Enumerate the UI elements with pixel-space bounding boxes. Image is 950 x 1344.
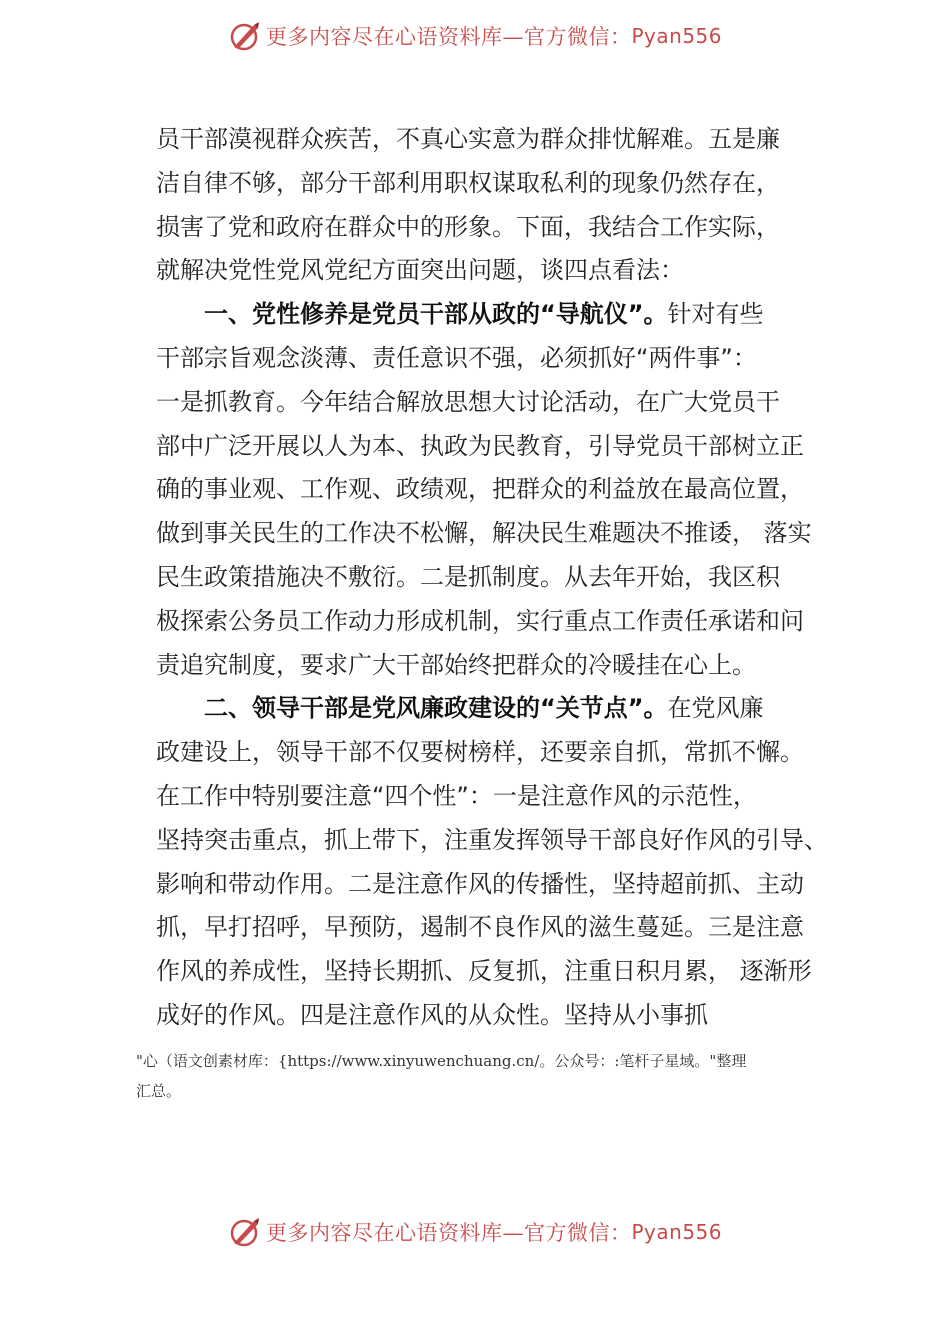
watermark-handle: Pyan556 (631, 24, 722, 48)
body-line: 政建设上，领导干部不仅要树榜样，还要亲自抓，常抓不懈。 (156, 738, 804, 767)
body-line: 确的事业观、工作观、政绩观，把群众的利益放在最高位置， (156, 475, 804, 504)
section-heading-line (156, 687, 836, 731)
section-heading-1: 一、党性修养是党员干部从政的“导航仪”。 (204, 300, 668, 329)
body-line: 成好的作风。四是注意作风的从众性。坚持从小事抓 (156, 1000, 708, 1029)
body-line: 民生政策措施决不敷衍。二是抓制度。从去年开始，我区积 (156, 562, 780, 591)
document-body (156, 118, 836, 1038)
body-line: 责追究制度，要求广大干部始终把群众的冷暖挂在心上。 (156, 650, 756, 679)
body-line: 在工作中特别要注意“四个性”：一是注意作风的示范性， (156, 781, 757, 810)
body-line: 就解决党性党风党纪方面突出问题，谈四点看法： (156, 256, 684, 285)
pen-logo-icon (228, 1215, 262, 1249)
body-line: 坚持突击重点，抓上带下，注重发挥领导干部良好作风的引导、 (156, 825, 828, 854)
watermark-banner-bottom (0, 1212, 950, 1252)
body-line: 做到事关民生的工作决不松懈，解决民生难题决不推诿， 落实 (156, 519, 812, 548)
footnote-line-2: 汇总。 (136, 1082, 182, 1100)
watermark-text: 更多内容尽在心语资料库—官方微信： (265, 1221, 632, 1245)
body-line: 一是抓教育。今年结合解放思想大讨论活动，在广大党员干 (156, 387, 780, 416)
body-line: 抓，早打招呼，早预防，遏制不良作风的滋生蔓延。三是注意 (156, 913, 804, 942)
watermark-banner-top (0, 16, 950, 56)
body-line: 干部宗旨观念淡薄、责任意识不强，必须抓好“两件事”： (156, 343, 757, 372)
body-line: 损害了党和政府在群众中的形象。下面，我结合工作实际， (156, 212, 780, 241)
section-heading-line (156, 293, 836, 337)
source-footnote (136, 1046, 836, 1106)
body-line-tail: 针对有些 (667, 300, 764, 329)
body-line: 作风的养成性，坚持长期抓、反复抓，注重日积月累， 逐渐形 (156, 957, 812, 986)
pen-logo-icon (228, 19, 262, 53)
section-heading-2: 二、领导干部是党风廉政建设的“关节点”。 (204, 694, 668, 723)
body-line-tail: 在党风廉 (667, 694, 764, 723)
watermark-handle: Pyan556 (631, 1220, 722, 1244)
body-line: 极探索公务员工作动力形成机制，实行重点工作责任承诺和问 (156, 606, 804, 635)
body-line: 影响和带动作用。二是注意作风的传播性，坚持超前抓、主动 (156, 869, 804, 898)
footnote-line-1: "心（语文创素材库：{https://www.xinyuwenchuang.cn/。公众号：:笔杆子星域。"整理 (136, 1052, 747, 1070)
body-line: 洁自律不够，部分干部利用职权谋取私利的现象仍然存在， (156, 168, 780, 197)
watermark-text: 更多内容尽在心语资料库—官方微信： (265, 25, 632, 49)
body-line: 部中广泛开展以人为本、执政为民教育，引导党员干部树立正 (156, 431, 804, 460)
body-line: 员干部漠视群众疾苦，不真心实意为群众排忧解难。五是廉 (156, 125, 780, 153)
